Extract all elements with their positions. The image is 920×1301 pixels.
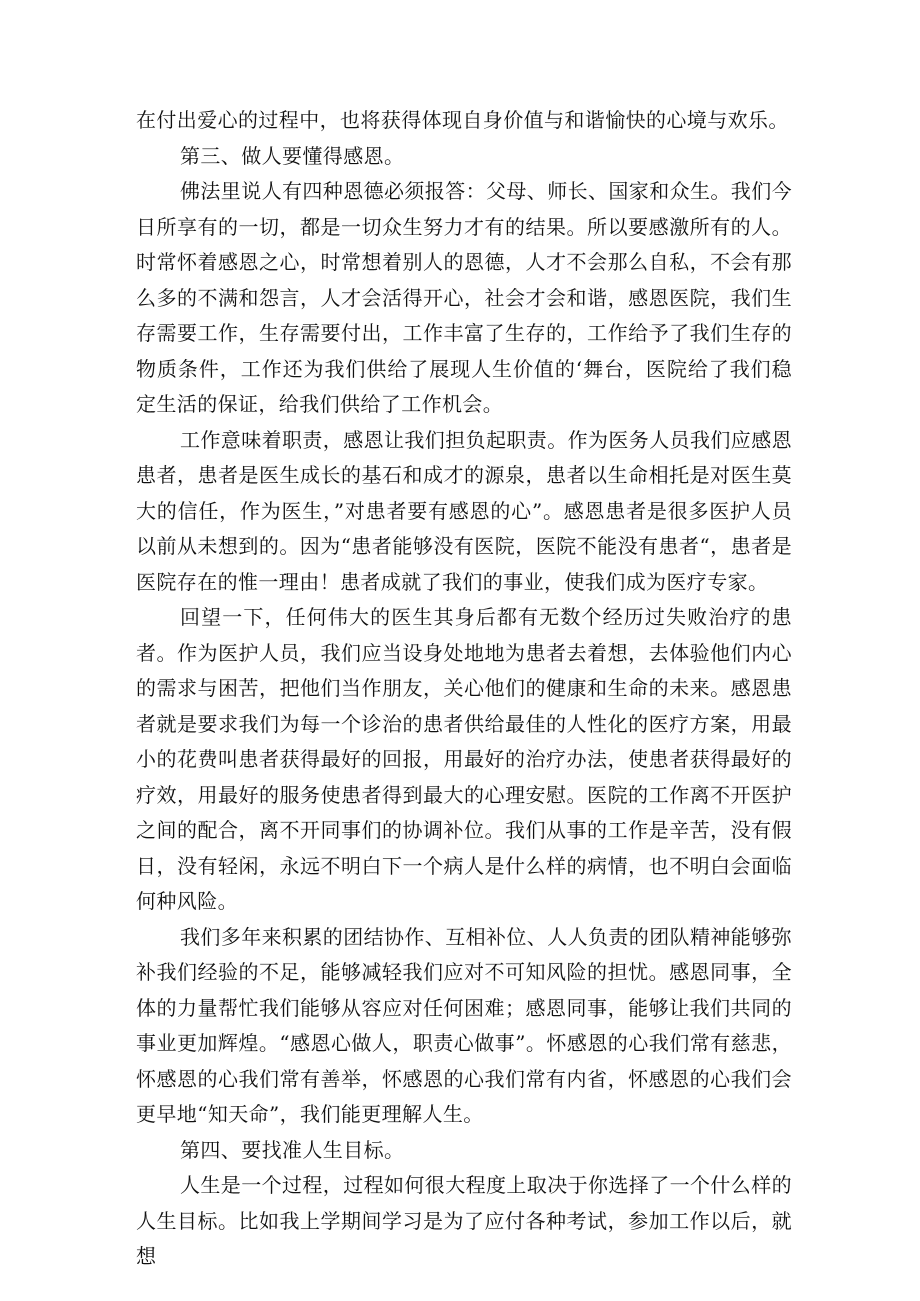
paragraph-2: 佛法里说人有四种恩德必须报答：父母、师长、国家和众生。我们今日所享有的一切，都是一切众生努力才有的结果。所以要感激所有的人。时常怀着感恩之心，时常想着别人的恩德，人才不会那么自私，不会有那么多的不满和怨言，人才会活得开心，社会才会和谐，感恩医院，我们生存需要工作，生存需要付出，工作丰富了生存的，工作给予了我们生存的物质条件，工作还为我们供给了展现人生价值的‘舞台，医院给了我们稳定生活的保证，给我们供给了工作机会。 xyxy=(136,179,792,416)
paragraph-6: 人生是一个过程，过程如何很大程度上取决于你选择了一个什么样的人生目标。比如我上学期间学习是为了应付各种考试，参加工作以后，就想 xyxy=(136,1173,792,1268)
paragraph-5: 我们多年来积累的团结协作、互相补位、人人负责的团队精神能够弥补我们经验的不足，能够减轻我们应对不可知风险的担忧。感恩同事，全体的力量帮忙我们能够从容应对任何困难；感恩同事，能够让我们共同的事业更加辉煌。“感恩心做人，职责心做事”。怀感恩的心我们常有慈悲，怀感恩的心我们常有善举，怀感恩的心我们常有内省，怀感恩的心我们会更早地“知天命”，我们能更理解人生。 xyxy=(136,924,792,1126)
section-heading-3: 第三、做人要懂得感恩。 xyxy=(180,143,405,168)
section-heading-4: 第四、要找准人生目标。 xyxy=(180,1137,405,1162)
paragraph-3: 工作意味着职责，感恩让我们担负起职责。作为医务人员我们应感恩患者，患者是医生成长的基石和成才的源泉，患者以生命相托是对医生莫大的信任，作为医生，”对患者要有感恩的心”。感恩患者是很多医护人员以前从未想到的。因为“患者能够没有医院，医院不能没有患者“，患者是医院存在的惟一理由！患者成就了我们的事业，使我们成为医疗专家。 xyxy=(136,427,792,594)
paragraph-1: 在付出爱心的过程中，也将获得体现自身价值与和谐愉快的心境与欢乐。 xyxy=(136,108,789,132)
paragraph-4: 回望一下，任何伟大的医生其身后都有无数个经历过失败治疗的患者。作为医护人员，我们应当设身处地地为患者去着想，去体验他们内心的需求与困苦，把他们当作朋友，关心他们的健康和生命的未来。感恩患者就是要求我们为每一个诊治的患者供给最佳的人性化的医疗方案，用最小的花费叫患者获得最好的回报，用最好的治疗办法，使患者获得最好的疗效，用最好的服务使患者得到最大的心理安慰。医院的工作离不开医护之间的配合，离不开同事们的协调补位。我们从事的工作是辛苦，没有假日，没有轻闲，永远不明白下一个病人是什么样的病情，也不明白会面临何种风险。 xyxy=(136,605,792,913)
document-body xyxy=(136,103,792,1275)
